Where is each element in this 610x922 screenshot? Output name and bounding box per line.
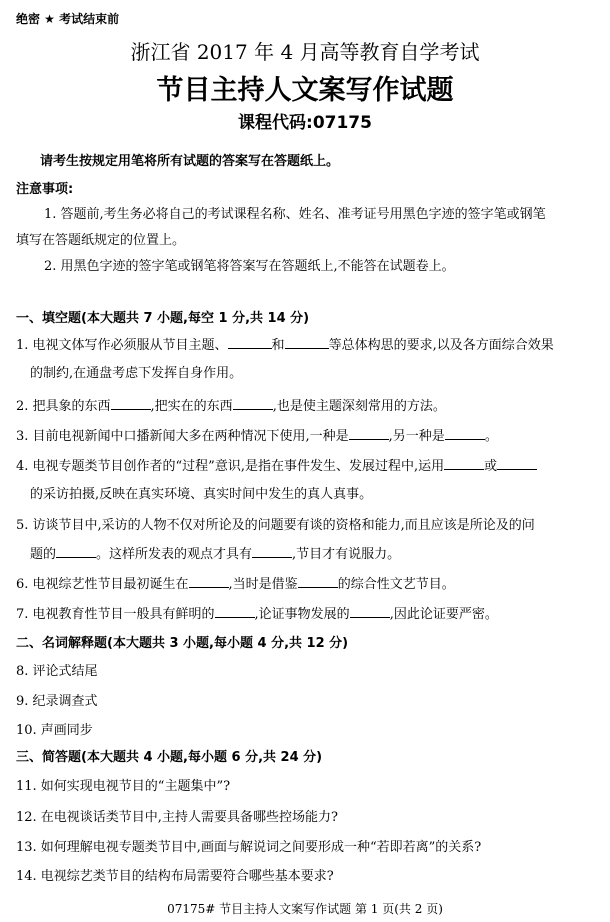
section-2-heading: 二、名词解释题(本大题共 3 小题,每小题 4 分,共 12 分) (16, 636, 349, 651)
page-footer: 07175# 节目主持人文案写作试题 第 1 页(共 2 页) (167, 902, 443, 916)
section-3-heading: 三、简答题(本大题共 4 小题,每小题 6 分,共 24 分) (16, 750, 323, 765)
answer-blank (349, 427, 389, 440)
question-14: 14. 电视综艺类节目的结构布局需要符合哪些基本要求? (16, 869, 334, 884)
answer-blank (445, 427, 485, 440)
question-3: 3. 目前电视新闻中口播新闻大多在两种情况下使用,一种是 ,另一种是 。 (16, 429, 498, 444)
question-11: 11. 如何实现电视节目的“主题集中”? (16, 779, 231, 794)
confidential-label: 绝密 ★ 考试结束前 (16, 12, 120, 26)
question-8: 8. 评论式结尾 (16, 664, 98, 679)
answer-blank (497, 457, 537, 470)
answer-blank (285, 336, 329, 349)
question-4-line2: 的采访拍摄,反映在真实环境、真实时间中发生的真人真事。 (30, 487, 373, 502)
question-2: 2. 把具象的东西 ,把实在的东西 ,也是使主题深刻常用的方法。 (16, 399, 446, 414)
notice-heading: 注意事项: (16, 182, 74, 197)
answer-blank (56, 545, 96, 558)
answer-instruction: 请考生按规定用笔将所有试题的答案写在答题纸上。 (40, 154, 340, 169)
answer-blank (228, 336, 272, 349)
course-code: 课程代码:07175 (238, 113, 372, 133)
question-1-line2: 的制约,在通盘考虑下发挥自身作用。 (30, 366, 243, 381)
answer-blank (350, 605, 390, 618)
paper-title: 节目主持人文案写作试题 (156, 75, 454, 106)
answer-blank (252, 545, 292, 558)
answer-blank (444, 457, 484, 470)
question-7: 7. 电视教育性节目一般具有鲜明的 ,论证事物发展的 ,因此论证要严密。 (16, 607, 498, 622)
exam-title: 浙江省 2017 年 4 月高等教育自学考试 (130, 40, 480, 64)
question-1: 1. 电视文体写作必须服从节目主题、 和 等总体构思的要求,以及各方面综合效果 (16, 338, 554, 353)
question-5-line2: 题的 。这样所发表的观点才具有 ,节目才有说服力。 (30, 547, 401, 562)
notice-1-line1: 1. 答题前,考生务必将自己的考试课程名称、姓名、准考证号用黑色字迹的签字笔或钢笔 (44, 207, 546, 222)
question-9: 9. 纪录调查式 (16, 694, 98, 709)
question-13: 13. 如何理解电视专题类节目中,画面与解说词之间要形成一种“若即若离”的关系? (16, 840, 482, 855)
answer-blank (111, 397, 151, 410)
section-1-heading: 一、填空题(本大题共 7 小题,每空 1 分,共 14 分) (16, 311, 310, 326)
answer-blank (215, 605, 255, 618)
question-4: 4. 电视专题类节目创作者的“过程”意识,是指在事件发生、发展过程中,运用 或 (16, 455, 537, 474)
notice-2: 2. 用黑色字迹的签字笔或钢笔将答案写在答题纸上,不能答在试题卷上。 (44, 259, 455, 274)
question-12: 12. 在电视谈话类节目中,主持人需要具备哪些控场能力? (16, 810, 338, 825)
answer-blank (189, 575, 229, 588)
question-10: 10. 声画同步 (16, 723, 93, 738)
question-6: 6. 电视综艺性节目最初诞生在 ,当时是借鉴 的综合性文艺节目。 (16, 577, 455, 592)
notice-1-line2: 填写在答题纸规定的位置上。 (16, 233, 186, 248)
answer-blank (298, 575, 338, 588)
question-5-line1: 5. 访谈节目中,采访的人物不仅对所论及的问题要有谈的资格和能力,而且应该是所论及的问 (16, 518, 535, 533)
answer-blank (233, 397, 273, 410)
